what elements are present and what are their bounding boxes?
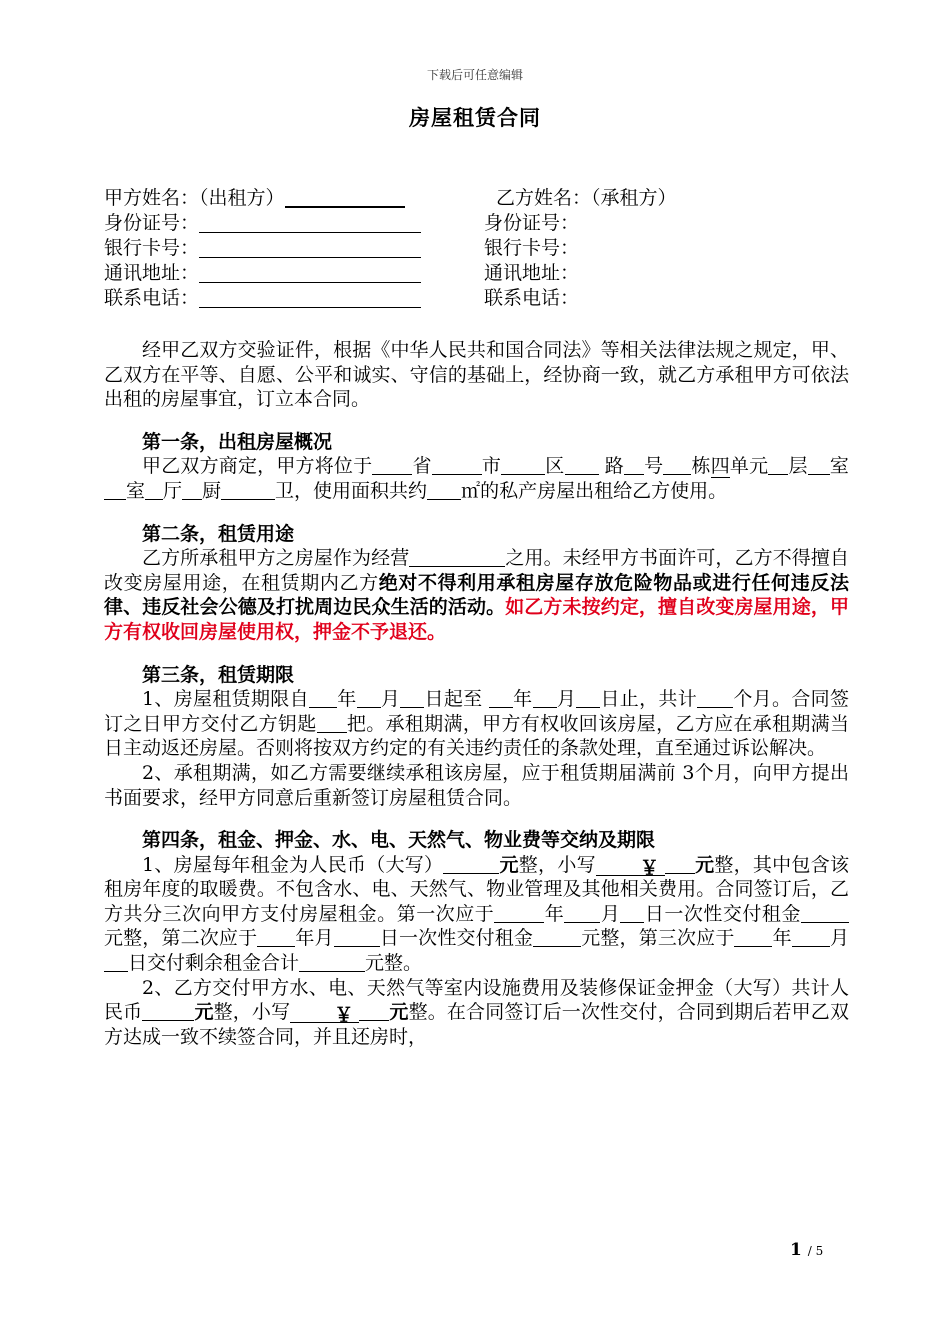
party-a-name-label: 甲方姓名：（出租方） xyxy=(104,187,285,209)
party-a-id-blank xyxy=(199,214,421,233)
yen-sign: ￥ xyxy=(290,1003,359,1023)
art1-text: 区 xyxy=(545,455,565,478)
blank xyxy=(489,688,513,708)
art1-text: 甲乙双方商定，甲方将位于 xyxy=(142,455,373,478)
art4-text: 月 xyxy=(829,927,849,950)
party-a-bank xyxy=(104,236,421,261)
party-b-phone: 联系电话： xyxy=(484,287,580,309)
blank xyxy=(359,1001,389,1021)
blank xyxy=(663,455,691,475)
blank xyxy=(443,854,499,874)
blank xyxy=(768,455,788,475)
blank xyxy=(427,480,461,500)
art1-text: 市 xyxy=(481,455,502,478)
art1-text: 厨 xyxy=(202,479,222,502)
party-b-address: 通讯地址： xyxy=(484,262,580,284)
blank xyxy=(334,927,380,947)
art4-text: 日交付剩余租金合计 xyxy=(128,952,300,975)
art1-text: 厅 xyxy=(163,479,183,502)
party-a-phone-label: 联系电话： xyxy=(104,287,200,309)
contract-body xyxy=(104,338,849,1049)
art4-text: 整。在合同签订后一次性交付，合同到期后若甲乙双方达成一致不续签合同，并且还房时， xyxy=(104,1001,849,1048)
blank xyxy=(501,455,545,475)
party-b-name-label: 乙方姓名：（承租方） xyxy=(496,187,677,209)
article-1-title: 第一条，出租房屋概况 xyxy=(142,430,333,453)
art1-text: 卫，使用面积共约 xyxy=(275,479,428,502)
blank xyxy=(565,455,599,475)
party-row-id xyxy=(104,211,864,236)
art3-text: 月 xyxy=(556,688,577,711)
blank xyxy=(221,480,275,500)
art1-text: 省 xyxy=(412,455,432,478)
blank xyxy=(142,1001,194,1021)
art2-text: 之用。未经甲方书面许可，乙方不得擅自改变房屋用途，在租赁期内乙方 xyxy=(104,547,849,594)
blank xyxy=(104,952,128,972)
party-a-id xyxy=(104,211,421,236)
party-row-bank xyxy=(104,236,864,261)
art2-bold-clause: 绝对不得利用承租房屋存放危险物品或进行任何违反法律、违反社会公德及打扰周边民众生活的活动。 xyxy=(104,571,849,619)
blank xyxy=(182,480,202,500)
art1-text: 室 xyxy=(829,455,849,478)
blank xyxy=(734,927,772,947)
art3-text: 年 xyxy=(512,688,533,711)
blank xyxy=(801,903,849,923)
blank xyxy=(309,688,337,708)
blank xyxy=(624,455,644,475)
blank xyxy=(432,455,482,475)
party-a-name xyxy=(104,186,405,211)
party-row-phone xyxy=(104,286,864,311)
article-3-p2: 2、承租期满，如乙方需要继续承租该房屋，应于租赁期届满前 3个月，向甲方提出书面要求，经甲方同意后重新签订房屋租赁合同。 xyxy=(104,761,849,809)
blank xyxy=(564,903,600,923)
art3-text: 个月。合同签订之日甲方交付乙方钥匙 xyxy=(104,688,849,735)
page-total: / 5 xyxy=(807,1244,824,1258)
blank xyxy=(372,455,412,475)
art4-text: 元 xyxy=(694,853,715,876)
art4-text: 年 xyxy=(772,927,792,950)
art4-text: 整，其中包含该租房年度的取暖费。不包含水、电、天然气、物业管理及其他相关费用。合同签订后，乙方共分三次向甲方支付房屋租金。第一次应于 xyxy=(104,853,849,925)
blank xyxy=(576,688,600,708)
party-a-name-blank xyxy=(285,188,405,208)
art2-text: 乙方所承租甲方之房屋作为经营 xyxy=(142,547,410,570)
article-4-p1 xyxy=(104,853,849,976)
party-a-address-blank xyxy=(199,264,421,283)
parties-block xyxy=(104,186,864,311)
art4-text: 日一次性交付租金 xyxy=(644,902,801,925)
blank xyxy=(494,903,544,923)
art4-text: 日一次性交付租金 xyxy=(379,927,534,950)
party-b-id: 身份证号： xyxy=(484,212,580,234)
art4-text: 月 xyxy=(600,902,621,925)
blank xyxy=(792,927,830,947)
art1-text: 室 xyxy=(126,479,146,502)
art3-text: 1、房屋租赁期限自 xyxy=(142,688,309,711)
party-row-name xyxy=(104,186,864,211)
art3-text: 日止，共计 xyxy=(600,688,698,711)
art4-text: 整，小写 xyxy=(213,1001,291,1024)
party-a-bank-blank xyxy=(199,239,421,258)
art4-text: 元 xyxy=(194,1001,214,1024)
art1-text: 单元 xyxy=(729,455,769,478)
art1-text: 层 xyxy=(788,455,808,478)
blank xyxy=(533,927,581,947)
blank xyxy=(808,455,830,475)
intro-paragraph: 经甲乙双方交验证件，根据《中华人民共和国合同法》等相关法律法规之规定，甲、乙双方在平等、自愿、公平和诚实、守信的基础上，经协商一致，就乙方承租甲方可依法出租的房屋事宜，订立本合同。 xyxy=(104,339,849,411)
art4-text: 年 xyxy=(544,902,565,925)
art3-text: 日起至 xyxy=(424,688,489,711)
blank xyxy=(145,480,163,500)
page-number xyxy=(790,1240,823,1260)
blank xyxy=(409,547,505,567)
party-b-name xyxy=(496,186,677,211)
art1-text: 路 xyxy=(598,455,624,478)
art3-text: 年 xyxy=(336,688,357,711)
art4-text: 元整，第二次应于 xyxy=(104,927,258,950)
art1-text: ㎡的私产房屋出租给乙方使用。 xyxy=(461,479,728,502)
article-2-text xyxy=(104,546,849,644)
article-2-title: 第二条，租赁用途 xyxy=(142,522,295,545)
header-note: 下载后可任意编辑 xyxy=(426,68,523,82)
party-row-address xyxy=(104,261,864,286)
blank xyxy=(665,854,695,874)
party-a-phone-blank xyxy=(199,289,421,308)
art4-text: 元整，第三次应于 xyxy=(581,927,735,950)
art1-text: 号 xyxy=(643,455,664,478)
blank xyxy=(357,688,381,708)
blank xyxy=(317,713,347,733)
yen-sign: ￥ xyxy=(596,856,665,876)
article-3-title: 第三条，租赁期限 xyxy=(142,663,295,686)
unit-value: 四 xyxy=(710,455,730,478)
art3-text: 把。承租期满，甲方有权收回该房屋，乙方应在承租期满当日主动返还房屋。否则将按双方约定的有关违约责任的条款处理，直至通过诉讼解决。 xyxy=(104,712,849,760)
article-4-p2 xyxy=(104,976,849,1050)
art2-red-clause: 如乙方未按约定，擅自改变房屋用途，甲方有权收回房屋使用权，押金不予退还。 xyxy=(104,596,849,643)
document-title: 房屋租赁合同 xyxy=(409,105,541,130)
art4-text: 2、乙方交付甲方水、电、天然气等室内设施费用及装修保证金押金（大写）共计人民币 xyxy=(104,976,849,1024)
art3-text: 月 xyxy=(380,688,401,711)
art4-text: 元整。 xyxy=(365,952,423,975)
blank xyxy=(257,927,295,947)
blank xyxy=(620,903,644,923)
blank xyxy=(533,688,557,708)
art4-text: 整，小写 xyxy=(518,853,596,876)
blank xyxy=(299,952,365,972)
blank xyxy=(697,688,733,708)
party-b-bank: 银行卡号： xyxy=(484,237,580,259)
art4-text: 元 xyxy=(389,1001,409,1024)
blank xyxy=(400,688,424,708)
article-4-title: 第四条，租金、押金、水、电、天然气、物业费等交纳及期限 xyxy=(142,829,656,852)
art4-text: 年月 xyxy=(295,927,334,950)
party-a-address xyxy=(104,261,421,286)
party-a-bank-label: 银行卡号： xyxy=(104,237,200,259)
party-a-address-label: 通讯地址： xyxy=(104,262,200,284)
page-current: 1 xyxy=(790,1240,802,1260)
art4-text: 元 xyxy=(499,853,519,876)
party-a-id-label: 身份证号： xyxy=(104,212,200,234)
art4-text: 1、房屋每年租金为人民币（大写） xyxy=(142,853,444,876)
article-3-p1 xyxy=(104,687,849,761)
blank xyxy=(104,480,126,500)
article-1-text xyxy=(104,454,849,503)
party-a-phone xyxy=(104,286,421,311)
art1-text: 栋 xyxy=(691,455,711,478)
